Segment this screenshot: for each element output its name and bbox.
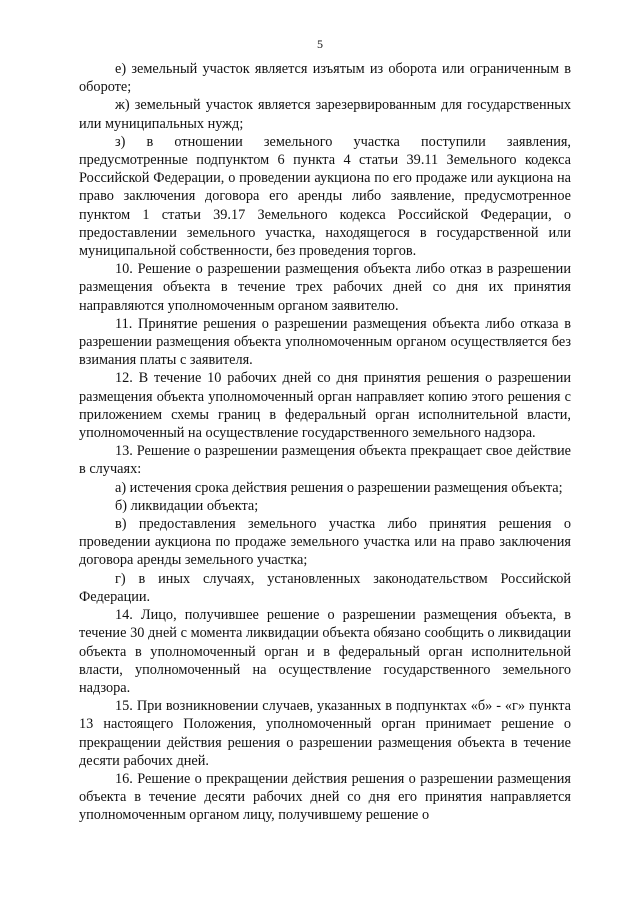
paragraph-clause-10: 10. Решение о разрешении размещения объекта либо отказ в разрешении размещения объекта в течение трех рабочих дней со дня их принятия направляются уполномоченным органом заявителю. [79, 261, 571, 314]
paragraph-clause-13: 13. Решение о разрешении размещения объекта прекращает свое действие в случаях: [79, 443, 571, 478]
paragraph-clause-15: 15. При возникновении случаев, указанных в подпунктах «б» - «г» пункта 13 настоящего Положения, уполномоченный орган принимает решение о прекращении действия решения о разрешении размещения объекта в течение десяти рабочих дней. [79, 698, 571, 769]
paragraph-item-v: в) предоставления земельного участка либо принятия решения о проведении аукциона по продаже земельного участка или на право заключения договора аренды земельного участка; [79, 516, 571, 569]
document-body [79, 60, 571, 825]
paragraph-item-e: е) земельный участок является изъятым из оборота или ограниченным в обороте; [79, 61, 571, 96]
paragraph-item-a: а) истечения срока действия решения о разрешении размещения объекта; [115, 479, 563, 496]
paragraph-clause-11: 11. Принятие решения о разрешении размещения объекта либо отказа в разрешении размещения объекта уполномоченным органом осуществляется без взимания платы с заявителя. [79, 315, 571, 369]
paragraph-item-g: г) в иных случаях, установленных законодательством Российской Федерации. [79, 570, 571, 605]
paragraph-item-b: б) ликвидации объекта; [115, 497, 259, 514]
page-number: 5 [317, 37, 323, 51]
paragraph-item-z: з) в отношении земельного участка поступили заявления, предусмотренные подпунктом 6 пункта 4 статьи 39.11 Земельного кодекса Российской Федерации, о проведении аукциона по его продаже или аукциона на право заключения договора его аренды либо заявление, предусмотренное пунктом 1 статьи 39.17 Земельного кодекса Российской Федерации, о предоставлении земельного участка, находящегося в государственной или муниципальной собственности, без проведения торгов. [79, 133, 571, 260]
paragraph-clause-12: 12. В течение 10 рабочих дней со дня принятия решения о разрешении размещения объекта уполномоченный орган направляет копию этого решения с приложением схемы границ в федеральный орган исполнительной власти, уполномоченный на осуществление государственного земельного надзора. [79, 370, 571, 442]
paragraph-item-zh: ж) земельный участок является зарезервированным для государственных или муниципальных нужд; [79, 97, 571, 132]
paragraph-clause-16: 16. Решение о прекращении действия решения о разрешении размещения объекта в течение десяти рабочих дней со дня его принятия направляется уполномоченным органом лицу, получившему решение о [79, 770, 571, 824]
paragraph-clause-14: 14. Лицо, получившее решение о разрешении размещения объекта, в течение 30 дней с момента ликвидации объекта обязано сообщить о ликвидации объекта в уполномоченный орган и в федеральный орган исполнительной власти, уполномоченный на осуществление государственного земельного надзора. [79, 607, 571, 696]
